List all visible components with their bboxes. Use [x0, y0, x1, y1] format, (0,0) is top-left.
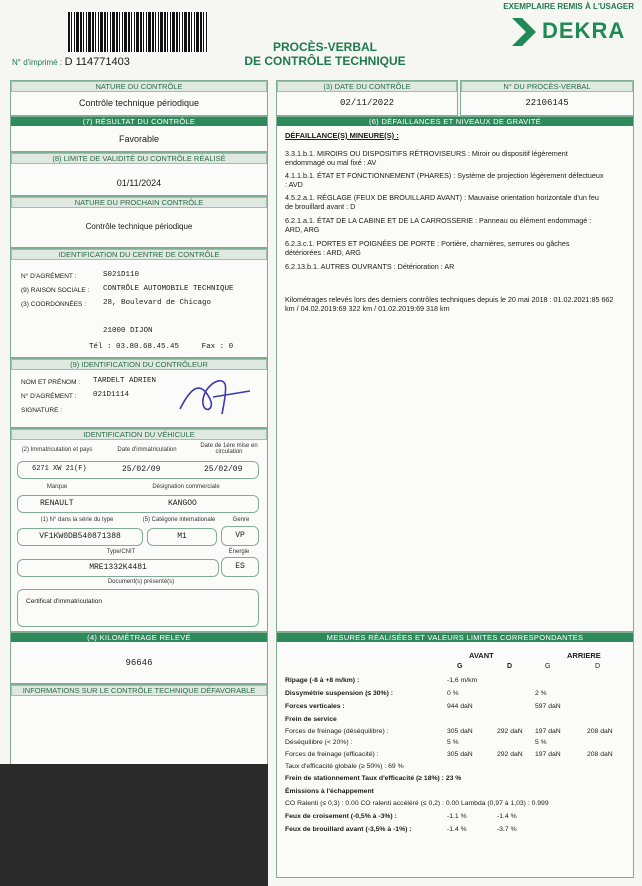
center-address: 28, Boulevard de Chicago: [103, 299, 212, 307]
genre-label: Genre: [232, 517, 250, 523]
date-header: (3) DATE DU CONTRÔLE: [277, 81, 457, 92]
measure-value-c3: 597 daN: [535, 703, 561, 710]
measure-value-c1: -1,6 m/km: [447, 677, 478, 684]
title-line1: PROCÈS-VERBAL: [272, 40, 377, 54]
col-arriere-d: D: [595, 663, 601, 670]
measure-row: [285, 775, 625, 786]
result-value: Favorable: [118, 134, 160, 144]
next-control-section: [10, 196, 268, 248]
controller-agrement-label: N° D'AGRÉMENT :: [21, 393, 77, 400]
mileage-value: 96646: [125, 658, 153, 668]
col-avant: AVANT: [469, 651, 494, 660]
center-coord-label: (3) COORDONNÉES :: [21, 301, 87, 308]
vin-value: VF1KW0DB540871388: [39, 532, 121, 541]
measure-value-c2: 292 daN: [497, 751, 523, 758]
center-city: 21000 DIJON: [103, 327, 153, 335]
col-avant-d: D: [507, 663, 513, 670]
vehicle-section: [10, 428, 268, 632]
tel-label: Tél :: [89, 343, 112, 351]
measure-value-c3: 197 daN: [535, 728, 561, 735]
measure-row: [285, 826, 625, 837]
type-value: MRE1332K4481: [89, 563, 147, 572]
validity-header: (8) LIMITE DE VALIDITÉ DU CONTRÔLE RÉALISÉ: [11, 153, 267, 164]
brand-name: DEKRA: [542, 18, 626, 43]
next-control-value: Contrôle technique périodique: [85, 222, 193, 231]
controller-agrement-value: 021D1114: [93, 391, 130, 399]
measures-section: [276, 632, 634, 878]
result-header: (7) RÉSULTAT DU CONTRÔLE: [11, 117, 267, 126]
immat-field: [17, 461, 259, 479]
tel-value: 03.80.68.45.45: [116, 343, 180, 351]
measure-label: Forces de freinage (efficacité) :: [285, 751, 379, 758]
printed-number: [12, 56, 130, 68]
mileage-header: (4) KILOMÉTRAGE RELEVÉ: [11, 633, 267, 642]
measure-label: Dissymétrie suspension (≤ 30%) :: [285, 690, 393, 697]
unfavorable-header: INFORMATIONS SUR LE CONTRÔLE TECHNIQUE DÉFAVORABLE: [11, 685, 267, 696]
vin-field: [17, 528, 143, 546]
first-reg-value: 25/02/09: [122, 465, 161, 474]
measure-value-c1: 944 daN: [447, 703, 473, 710]
cat-value: M1: [177, 532, 187, 541]
measure-label: CO Ralenti (≤ 0,3) : 0.00 CO ralenti accéléré (≤ 0,2) : 0.00 Lambda (0,97 à 1,03) : 0.999: [285, 800, 549, 807]
type-label: Type/CNIT: [106, 549, 136, 555]
defects-section: [276, 116, 634, 632]
measure-value-c1: -1.1 %: [447, 813, 467, 820]
measure-value-c3: 197 daN: [535, 751, 561, 758]
energy-label: Énergie: [228, 549, 250, 555]
center-raison-label: (9) RAISON SOCIALE :: [21, 287, 90, 294]
center-phone: [89, 343, 233, 351]
measure-value-c1: 305 daN: [447, 728, 473, 735]
defect-item: 4.1.1.b.1. ÉTAT ET FONCTIONNEMENT (PHARES) : Système de projection légèrement défectueux : AVD: [285, 171, 604, 189]
validity-section: [10, 152, 268, 196]
date-value: 02/11/2022: [339, 98, 394, 108]
measure-label: Frein de stationnement Taux d'efficacité (≥ 18%) : 23 %: [285, 775, 462, 782]
controller-name-label: NOM ET PRÉNOM :: [21, 379, 81, 386]
pv-number-section: [460, 80, 634, 116]
page-title: [220, 40, 430, 68]
validity-value: 01/11/2024: [116, 178, 162, 188]
pv-number-header: N° DU PROCÈS-VERBAL: [461, 81, 633, 92]
col-arriere: ARRIERE: [567, 651, 601, 660]
measure-row: [285, 690, 625, 701]
genre-value: VP: [235, 531, 245, 540]
first-circ-value: 25/02/09: [204, 465, 243, 474]
measure-label: Feux de brouillard avant (-3,5% à -1%) :: [285, 826, 412, 833]
measure-row: [285, 716, 625, 727]
docs-label: Document(s) présenté(s): [107, 579, 175, 585]
center-agrement-label: N° D'AGRÉMENT :: [21, 273, 77, 280]
fax-label: Fax :: [201, 343, 225, 351]
measure-row: [285, 813, 625, 824]
measure-value-c4: 208 daN: [587, 751, 613, 758]
col-arriere-g: G: [545, 663, 551, 670]
measure-row: [285, 788, 625, 799]
measure-value-c4: 208 daN: [587, 728, 613, 735]
measure-label: Déséquilibre (< 20%) :: [285, 739, 353, 746]
nature-value: Contrôle technique périodique: [78, 98, 200, 108]
energy-value: ES: [235, 562, 245, 571]
measure-row: [285, 728, 625, 739]
measure-label: Taux d'efficacité globale (≥ 50%) : 69 %: [285, 763, 404, 770]
controller-header: (9) IDENTIFICATION DU CONTRÔLEUR: [11, 359, 267, 370]
measure-row: [285, 800, 625, 811]
measure-row: [285, 751, 625, 762]
measure-label: Feux de croisement (-0,5% à -3%) :: [285, 813, 397, 820]
measure-row: [285, 763, 625, 774]
model-value: KANGOO: [168, 499, 197, 508]
measure-value-c2: -1.4 %: [497, 813, 517, 820]
fax-value: 0: [228, 343, 234, 351]
measure-value-c1: 0 %: [447, 690, 459, 697]
printed-value: D 114771403: [64, 56, 130, 68]
type-field: [17, 559, 219, 577]
measure-row: [285, 677, 625, 688]
measure-label: Forces verticales :: [285, 703, 345, 710]
immat-label: (2) Immatriculation et pays: [21, 447, 93, 453]
defect-item: 6.2.3.c.1. PORTES ET POIGNÉES DE PORTE : Portière, charnières, serrures ou gâches détériorées : ARD, ARG: [285, 239, 570, 257]
defects-heading: DÉFAILLANCE(S) MINEURE(S) :: [285, 131, 399, 140]
docs-value: Certificat d'immatriculation: [26, 598, 103, 605]
dekra-chevron-icon: [512, 18, 538, 46]
first-reg-label: Date d'immatriculation: [117, 447, 177, 453]
black-strip: [0, 764, 268, 886]
controller-name-value: TARDELT ADRIEN: [93, 377, 157, 385]
defect-item: 6.2.1.a.1. ÉTAT DE LA CABINE ET DE LA CARROSSERIE : Panneau ou élément endommagé : ARD, ARG: [285, 216, 592, 234]
measure-row: [285, 739, 625, 750]
copy-notice: EXEMPLAIRE REMIS À L'USAGER: [503, 2, 634, 11]
model-label: Désignation commerciale: [152, 484, 220, 490]
docs-field: [17, 589, 259, 627]
defect-item: 3.3.1.b.1. MIROIRS OU DISPOSITIFS RÉTROVISEURS : Miroir ou dispositif légèrement endommagé ou mal fixé : AV: [285, 149, 568, 167]
measure-label: Ripage (-8 à +8 m/km) :: [285, 677, 360, 684]
vehicle-header: IDENTIFICATION DU VÉHICULE: [11, 429, 267, 440]
km-note: Kilométrages relevés lors des derniers contrôles techniques depuis le 20 mai 2018 : 01.02.2021:85 662 km / 04.02.2019:69 322 km / 01.02.2019:69 318 km: [285, 295, 614, 313]
make-model-field: [17, 495, 259, 513]
nature-section: [10, 80, 268, 116]
pv-number-value: 22106145: [525, 98, 569, 108]
center-raison-value: CONTRÔLE AUTOMOBILE TECHNIQUE: [103, 285, 234, 293]
measure-value-c3: 2 %: [535, 690, 547, 697]
mileage-section: [10, 632, 268, 684]
signature-label: SIGNATURE :: [21, 407, 63, 414]
measure-value-c2: 292 daN: [497, 728, 523, 735]
measure-value-c1: -1.4 %: [447, 826, 467, 833]
first-circ-label: Date de 1ère mise en circulation: [200, 443, 258, 455]
controller-section: [10, 358, 268, 428]
measure-value-c1: 305 daN: [447, 751, 473, 758]
genre-field: [221, 526, 259, 546]
dekra-logo: [512, 16, 627, 50]
title-line2: DE CONTRÔLE TECHNIQUE: [244, 54, 406, 68]
measure-value-c3: 5 %: [535, 739, 547, 746]
printed-label: N° d'imprimé :: [12, 58, 63, 67]
unfavorable-section: [10, 684, 268, 766]
nature-header: NATURE DU CONTRÔLE: [11, 81, 267, 92]
defect-item: 6.2.13.b.1. AUTRES OUVRANTS : Détérioration : AR: [285, 262, 455, 271]
defect-item: 4.5.2.a.1. RÉGLAGE (FEUX DE BROUILLARD AVANT) : Mauvaise orientation horizontale d'un feu de brouillard avant : D: [285, 193, 599, 211]
defects-header: (6) DÉFAILLANCES ET NIVEAUX DE GRAVITÉ: [277, 117, 633, 126]
cat-label: (5) Catégorie internationale: [142, 517, 216, 523]
measure-value-c1: 5 %: [447, 739, 459, 746]
measure-row: [285, 703, 625, 714]
date-section: [276, 80, 458, 116]
make-value: RENAULT: [40, 499, 74, 508]
center-agrement-value: S021D110: [103, 271, 140, 279]
measure-label: Forces de freinage (déséquilibre) :: [285, 728, 389, 735]
measure-label: Émissions à l'échappement: [285, 788, 374, 795]
immat-value: 6271 XW 21(F): [32, 465, 87, 473]
result-section: [10, 116, 268, 152]
energy-field: [221, 557, 259, 577]
measure-value-c2: -3.7 %: [497, 826, 517, 833]
next-control-header: NATURE DU PROCHAIN CONTRÔLE: [11, 197, 267, 208]
vin-label: (1) N° dans la série du type: [40, 517, 114, 523]
measure-label: Frein de service: [285, 716, 337, 723]
signature-scribble: [175, 369, 255, 419]
center-header: IDENTIFICATION DU CENTRE DE CONTRÔLE: [11, 249, 267, 260]
barcode: [68, 12, 208, 52]
cat-field: [147, 528, 217, 546]
make-label: Marque: [46, 484, 68, 490]
col-avant-g: G: [457, 663, 463, 670]
measures-header: MESURES RÉALISÉES ET VALEURS LIMITES CORRESPONDANTES: [277, 633, 633, 642]
center-section: [10, 248, 268, 358]
